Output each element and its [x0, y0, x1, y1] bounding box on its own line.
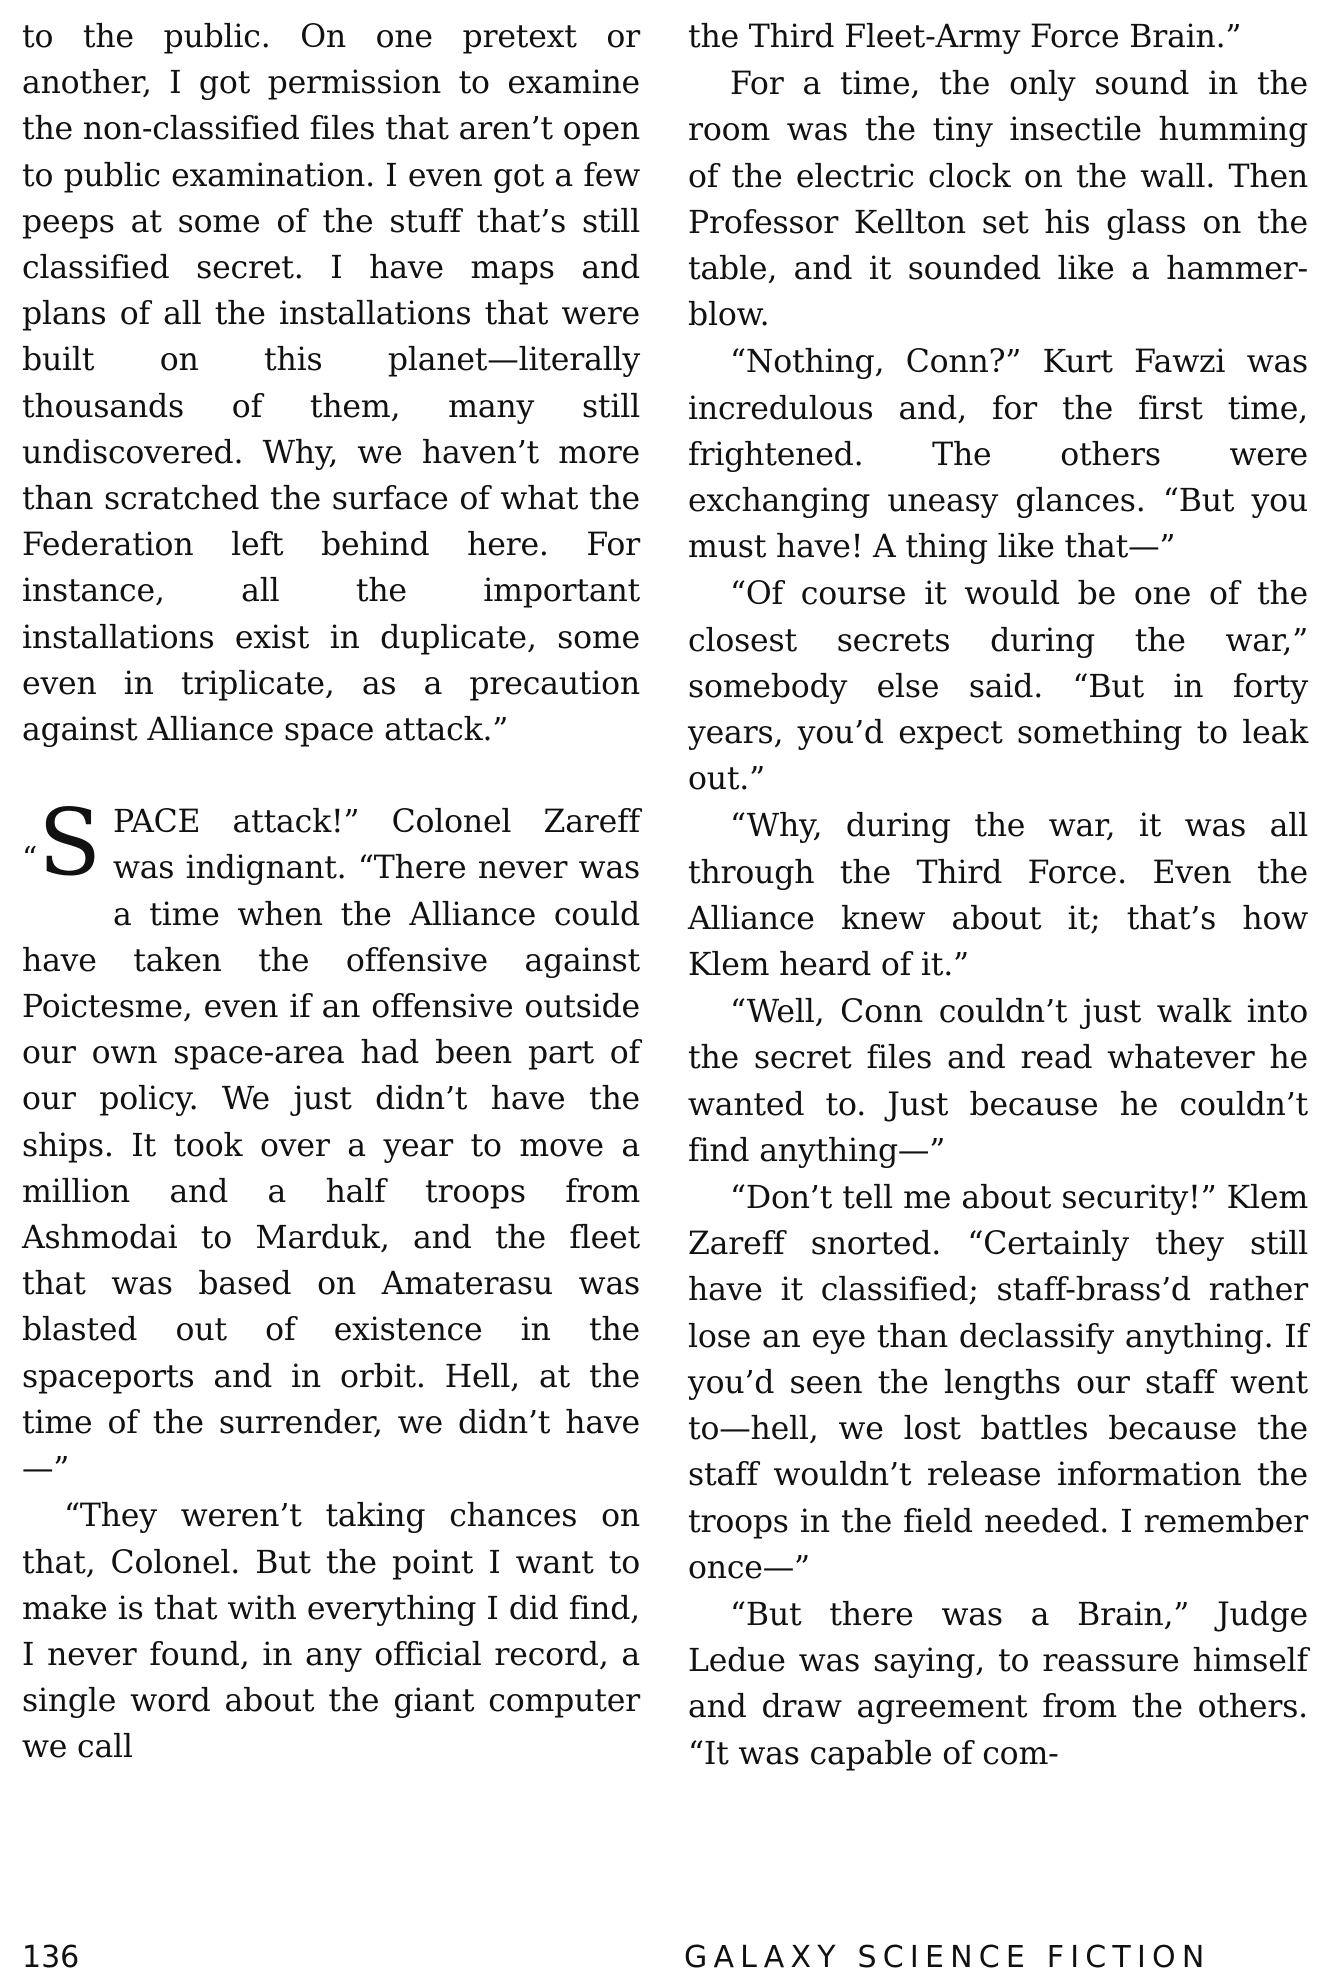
paragraph: “Why, during the war, it was all through the Third Force. Even the Alliance knew about it; that’s how Klem heard of it.” — [688, 808, 1308, 984]
page-number: 136 — [22, 1940, 80, 1975]
dropcap-paragraph-text: PACE attack!” Colonel Zareff was indignant. “There never was a time when the Alliance could have taken the offensive against Poictesme, even if an offensive outside our own space-area had been part of our policy. We just didn’t have the ships. It took over a year to move a million and a half troops from Ashmodai to Marduk, and the fleet that was based on Amaterasu was blasted out of existence in the spaceports and in orbit. Hell, at the time of the surrender, we didn’t have—” — [22, 804, 640, 1488]
paragraph: to the public. On one pretext or another, I got permission to examine the non-classified files that aren’t open to public examination. I even got a few peeps at some of the stuff that’s still classified secret. I have maps and plans of all the installations that were built on this planet—literally thousands of them, many still undiscovered. Why, we haven’t more than scratched the surface of what the Federation left behind here. For instance, all the important installations exist in duplicate, some even in triplicate, as a precaution against Alliance space attack.” — [22, 19, 640, 749]
right-column — [688, 14, 1308, 1777]
paragraph: “Well, Conn couldn’t just walk into the secret files and read whatever he wanted to. Just because he couldn’t find anything—” — [688, 994, 1308, 1169]
paragraph: “Nothing, Conn?” Kurt Fawzi was incredulous and, for the first time, frightened. The others were exchanging uneasy glances. “But you must have! A thing like that—” — [688, 344, 1308, 566]
drop-cap — [22, 789, 101, 897]
left-column — [22, 14, 640, 1771]
dropcap-paragraph — [22, 789, 640, 1492]
paragraph: For a time, the only sound in the room was the tiny insectile humming of the electric clock on the wall. Then Professor Kellton set his glass on the table, and it sounded like a hammer-blow. — [688, 66, 1308, 334]
running-head: GALAXY SCIENCE FICTION — [684, 1940, 1211, 1975]
paragraph: “Of course it would be one of the closest secrets during the war,” somebody else said. “But in forty years, you’d expect something to leak out.” — [688, 576, 1308, 798]
drop-cap-quote: “ — [22, 841, 38, 877]
paragraph: the Third Fleet-Army Force Brain.” — [688, 19, 1242, 55]
drop-cap-letter: S — [38, 789, 101, 897]
paragraph: “Don’t tell me about security!” Klem Zareff snorted. “Certainly they still have it classified; staff-brass’d rather lose an eye than declassify anything. If you’d seen the lengths our staff went to—hell, we lost battles because the staff wouldn’t release information the troops in the field needed. I remember once—” — [688, 1180, 1308, 1586]
paragraph: “They weren’t taking chances on that, Colonel. But the point I want to make is that with everything I did find, I never found, in any official record, a single word about the giant computer we call — [22, 1498, 640, 1766]
paragraph: “But there was a Brain,” Judge Ledue was saying, to reassure himself and draw agreement from the others. “It was capable of com- — [688, 1596, 1308, 1772]
